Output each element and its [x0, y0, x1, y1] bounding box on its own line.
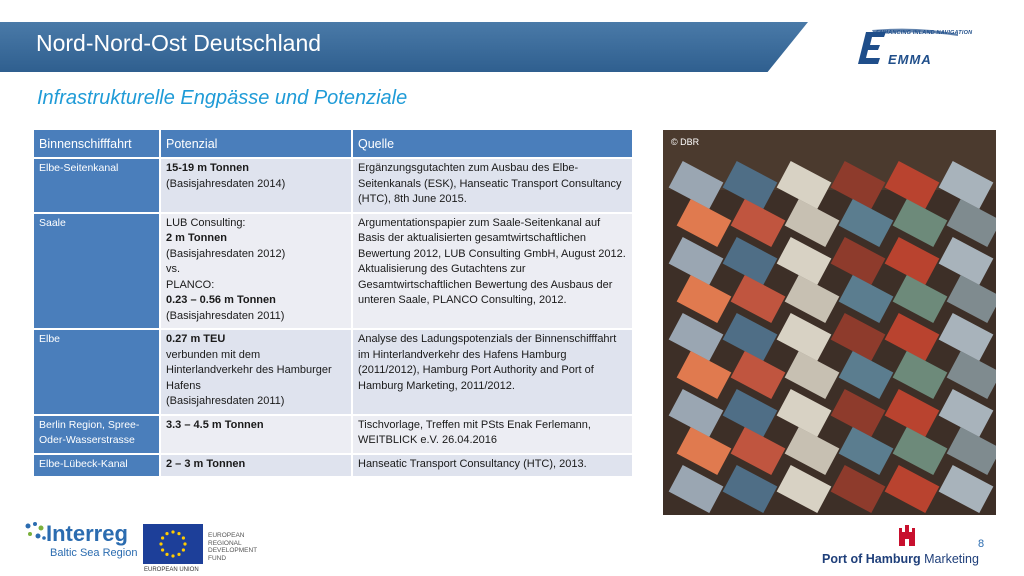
- source-line: Ergänzungsgutachten zum Ausbau des Elbe-Seitenkanals (ESK), Hanseatic Transport Consultancy (HTC), 8th June 2015.: [358, 162, 622, 205]
- table-row: [34, 158, 633, 213]
- source-line: Aktualisierung des Gutachtens zur Gesamtwirtschaftlichen Bewertung des Ausbaus der unteren Saale, PLANCO Consulting, 2012.: [358, 263, 613, 306]
- table-row: [34, 329, 633, 415]
- potential-cell: [160, 213, 352, 330]
- table-row: [34, 213, 633, 330]
- container-barges-photo: [663, 130, 996, 515]
- eu-star-icon: [183, 542, 186, 545]
- eu-star-icon: [177, 553, 180, 556]
- header-quelle: Quelle: [352, 130, 633, 158]
- eu-fund-text: [208, 532, 257, 562]
- eu-star-icon: [161, 548, 164, 551]
- eu-star-icon: [177, 532, 180, 535]
- potential-line: (Basisjahresdaten 2012): [166, 247, 286, 260]
- port-suffix: Marketing: [920, 552, 979, 566]
- source-line: Hanseatic Transport Consultancy (HTC), 2013.: [358, 457, 587, 470]
- waterway-name: Saale: [34, 213, 160, 330]
- eu-fund-line: FUND: [208, 554, 227, 562]
- source-line: Tischvorlage, Treffen mit PSts Enak Ferlemann, WEITBLICK e.V. 26.04.2016: [358, 418, 591, 446]
- interreg-region: Baltic Sea Region: [50, 547, 138, 559]
- slide-subtitle: Infrastrukturelle Engpässe und Potenziale: [37, 87, 408, 109]
- table-row: [34, 415, 633, 454]
- potential-line: vs.: [166, 263, 181, 275]
- eu-star-icon: [182, 548, 185, 551]
- eu-fund-line: REGIONAL: [208, 539, 242, 547]
- source-cell: [352, 454, 633, 478]
- eu-star-icon: [182, 536, 185, 539]
- source-cell: [352, 329, 633, 415]
- eu-star-icon: [161, 536, 164, 539]
- potential-line: 15-19 m Tonnen: [166, 162, 249, 174]
- potential-line: LUB Consulting:: [166, 216, 246, 229]
- potential-line: 3.3 – 4.5 m Tonnen: [166, 418, 264, 431]
- page-number: 8: [978, 538, 985, 550]
- eu-fund-line: EUROPEAN: [208, 532, 245, 539]
- infrastructure-table: [34, 130, 634, 478]
- potential-cell: [160, 415, 352, 454]
- waterway-name: Elbe-Seitenkanal: [34, 158, 160, 213]
- source-cell: [352, 415, 633, 454]
- photo-credit: © DBR: [671, 137, 700, 147]
- port-name: Port of Hamburg: [822, 552, 921, 566]
- potential-line: PLANCO:: [166, 278, 215, 291]
- header-binnenschifffahrt: Binnenschifffahrt: [34, 130, 160, 158]
- potential-line: 2 m Tonnen: [166, 232, 227, 244]
- potential-cell: [160, 454, 352, 478]
- eu-fund-line: DEVELOPMENT: [208, 547, 258, 554]
- eu-flag-icon: [143, 524, 203, 564]
- eu-star-icon: [165, 553, 168, 556]
- eu-union-label: EUROPEAN UNION: [144, 567, 199, 573]
- port-of-hamburg-logo: [822, 552, 979, 566]
- table-row: [34, 454, 633, 478]
- potential-line: 0.27 m TEU: [166, 333, 226, 345]
- potential-line: 2 – 3 m Tonnen: [166, 457, 246, 470]
- potential-line: (Basisjahresdaten 2011): [166, 309, 285, 322]
- potential-line: (Basisjahresdaten 2014): [166, 177, 286, 190]
- table-header-row: [34, 130, 633, 158]
- eu-star-icon: [171, 554, 174, 557]
- source-line: Analyse des Ladungspotenzials der Binnenschifffahrt im Hinterlandverkehr des Hafens Hamburg (2011/2012), Hamburg Port Authority and Port of Hamburg Marketing, 2011/2012.: [358, 333, 617, 392]
- interreg-wordmark: Interreg: [46, 521, 128, 546]
- emma-tagline: ENHANCING INLAND NAVIGATION: [876, 30, 973, 36]
- potential-line: verbunden mit dem Hinterlandverkehr des Hamburger Hafens: [166, 348, 332, 392]
- page-title: Nord-Nord-Ost Deutschland: [36, 30, 322, 56]
- waterway-name: Berlin Region, Spree-Oder-Wasserstrasse: [34, 415, 160, 454]
- hamburg-castle-icon: [897, 522, 917, 548]
- potential-cell: [160, 158, 352, 213]
- potential-line: 0.23 – 0.56 m Tonnen: [166, 294, 276, 306]
- source-cell: [352, 158, 633, 213]
- eu-star-icon: [159, 542, 162, 545]
- interreg-dots-icon: [22, 520, 48, 548]
- eu-star-icon: [171, 530, 174, 533]
- source-cell: [352, 213, 633, 330]
- potential-line: (Basisjahresdaten 2011): [166, 395, 285, 407]
- waterway-name: Elbe: [34, 329, 160, 415]
- source-line: Argumentationspapier zum Saale-Seitenkanal auf Basis der aktualisierten gesamtwirtschaftlichen Bewertung 2012, LUB Consulting GmbH, August 2012.: [358, 216, 626, 260]
- waterway-name: Elbe-Lübeck-Kanal: [34, 454, 160, 478]
- header-potenzial: Potenzial: [160, 130, 352, 158]
- potential-cell: [160, 329, 352, 415]
- eu-star-icon: [165, 532, 168, 535]
- emma-wordmark: EMMA: [888, 52, 932, 67]
